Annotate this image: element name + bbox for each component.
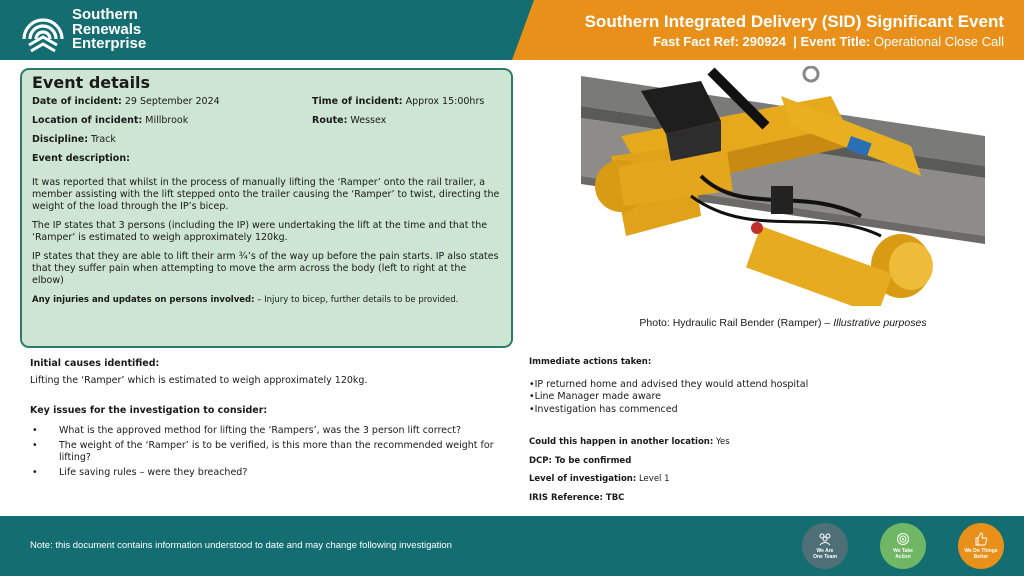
description-paragraph: The IP states that 3 persons (including the IP) were undertaking the lift at the time and that the ‘Ramper’ is estimated to weigh approximately 120kg. bbox=[32, 220, 488, 243]
badge-text: We Take bbox=[893, 548, 913, 554]
route-label: Route: bbox=[312, 115, 348, 126]
logo-line: Enterprise bbox=[72, 35, 147, 53]
logo-line: Southern bbox=[72, 6, 138, 24]
badge-text: We Do Things bbox=[964, 548, 998, 554]
event-details-panel bbox=[20, 68, 513, 348]
people-icon bbox=[818, 532, 832, 546]
investigation-value: Level 1 bbox=[638, 474, 670, 484]
key-issue-item: • The weight of the ‘Ramper’ is to be verified, is this more than the recommended weight for lifting? bbox=[30, 440, 510, 464]
time-label: Time of incident: bbox=[312, 96, 403, 107]
action-item: •Line Manager made aware bbox=[529, 391, 662, 402]
location-label: Location of incident: bbox=[32, 115, 143, 126]
badge-do-things-better bbox=[958, 523, 1004, 569]
ref-label: Fast Fact Ref: bbox=[652, 34, 739, 49]
event-title-value: Operational Close Call bbox=[873, 34, 1004, 49]
logo-line: Renewals bbox=[72, 20, 142, 38]
logo bbox=[20, 7, 146, 53]
actions-section bbox=[529, 356, 999, 510]
separator: | bbox=[793, 34, 797, 49]
title-block bbox=[585, 12, 1004, 51]
details-row bbox=[32, 96, 501, 108]
discipline-label: Discipline: bbox=[32, 134, 89, 145]
causes-section bbox=[30, 358, 510, 482]
dcp-line: DCP: To be confirmed bbox=[529, 455, 632, 466]
injuries-line bbox=[32, 294, 501, 306]
key-issues-list bbox=[30, 425, 510, 479]
footer-bar bbox=[0, 516, 1024, 576]
route-value: Wessex bbox=[350, 115, 387, 126]
injuries-value: – Injury to bicep, further details to be provided. bbox=[257, 295, 459, 305]
description-paragraph: It was reported that whilst in the process of manually lifting the ‘Ramper’ onto the rail trailer, a member assisting with the lift stepped onto the trailer causing the ‘Ramper’ to twist, directing the weight of the load through the IP’s bicep. bbox=[32, 177, 500, 212]
footer-note: Note: this document contains information understood to date and may change following investigation bbox=[30, 540, 452, 551]
injuries-label: Any injuries and updates on persons involved: bbox=[32, 295, 255, 305]
logo-text bbox=[72, 8, 146, 52]
action-item: •Investigation has commenced bbox=[529, 403, 678, 415]
another-location-line bbox=[529, 436, 999, 449]
description-label: Event description: bbox=[32, 153, 130, 164]
photo-caption-text: Photo: Hydraulic Rail Bender (Ramper) – bbox=[639, 317, 831, 329]
description-paragraph: IP states that they are able to lift their arm ¾’s of the way up before the pain starts. IP also states that they suffer pain when attempting to move the arm across the body (left to right at the elbow) bbox=[32, 251, 499, 286]
details-row bbox=[32, 134, 501, 146]
badge-text: Better bbox=[973, 554, 989, 560]
page-subtitle bbox=[585, 32, 1004, 51]
badge-one-team bbox=[802, 523, 848, 569]
page-title: Southern Integrated Delivery (SID) Significant Event bbox=[584, 12, 1004, 31]
key-issue-item: • What is the approved method for lifting the ‘Rampers’, was the 3 person lift correct? bbox=[30, 425, 510, 437]
investigation-line bbox=[529, 473, 999, 486]
location-value: Millbrook bbox=[145, 115, 189, 126]
another-location-label: Could this happen in another location: bbox=[529, 437, 714, 447]
time-value: Approx 15:00hrs bbox=[405, 96, 485, 107]
actions-label: Immediate actions taken: bbox=[529, 357, 652, 367]
logo-arches-icon bbox=[20, 7, 66, 53]
causes-text: Lifting the ‘Ramper’ which is estimated to weigh approximately 120kg. bbox=[30, 375, 368, 386]
key-issue-item: • Life saving rules – were they breached? bbox=[30, 467, 510, 479]
investigation-label: Level of investigation: bbox=[529, 474, 637, 484]
ramper-photo bbox=[581, 66, 985, 306]
ref-value: 290924 bbox=[742, 34, 786, 49]
causes-label: Initial causes identified: bbox=[30, 358, 160, 369]
photo-caption-italic: Illustrative purposes bbox=[833, 317, 927, 329]
thumbs-up-icon bbox=[974, 532, 988, 546]
another-location-value: Yes bbox=[715, 437, 730, 447]
event-title-label: Event Title: bbox=[800, 34, 871, 49]
iris-line: IRIS Reference: TBC bbox=[529, 492, 625, 503]
photo-caption bbox=[581, 317, 985, 329]
details-row bbox=[32, 115, 501, 127]
discipline-value: Track bbox=[91, 134, 116, 145]
action-item: •IP returned home and advised they would attend hospital bbox=[529, 378, 809, 390]
badge-take-action bbox=[880, 523, 926, 569]
badge-text: We Are bbox=[816, 548, 834, 554]
date-label: Date of incident: bbox=[32, 96, 122, 107]
key-issues-label: Key issues for the investigation to consider: bbox=[30, 405, 268, 416]
date-value: 29 September 2024 bbox=[124, 96, 220, 107]
badge-text: One Team bbox=[813, 554, 837, 560]
badge-text: Action bbox=[895, 554, 911, 560]
target-icon bbox=[896, 532, 910, 546]
event-details-heading: Event details bbox=[32, 73, 151, 92]
